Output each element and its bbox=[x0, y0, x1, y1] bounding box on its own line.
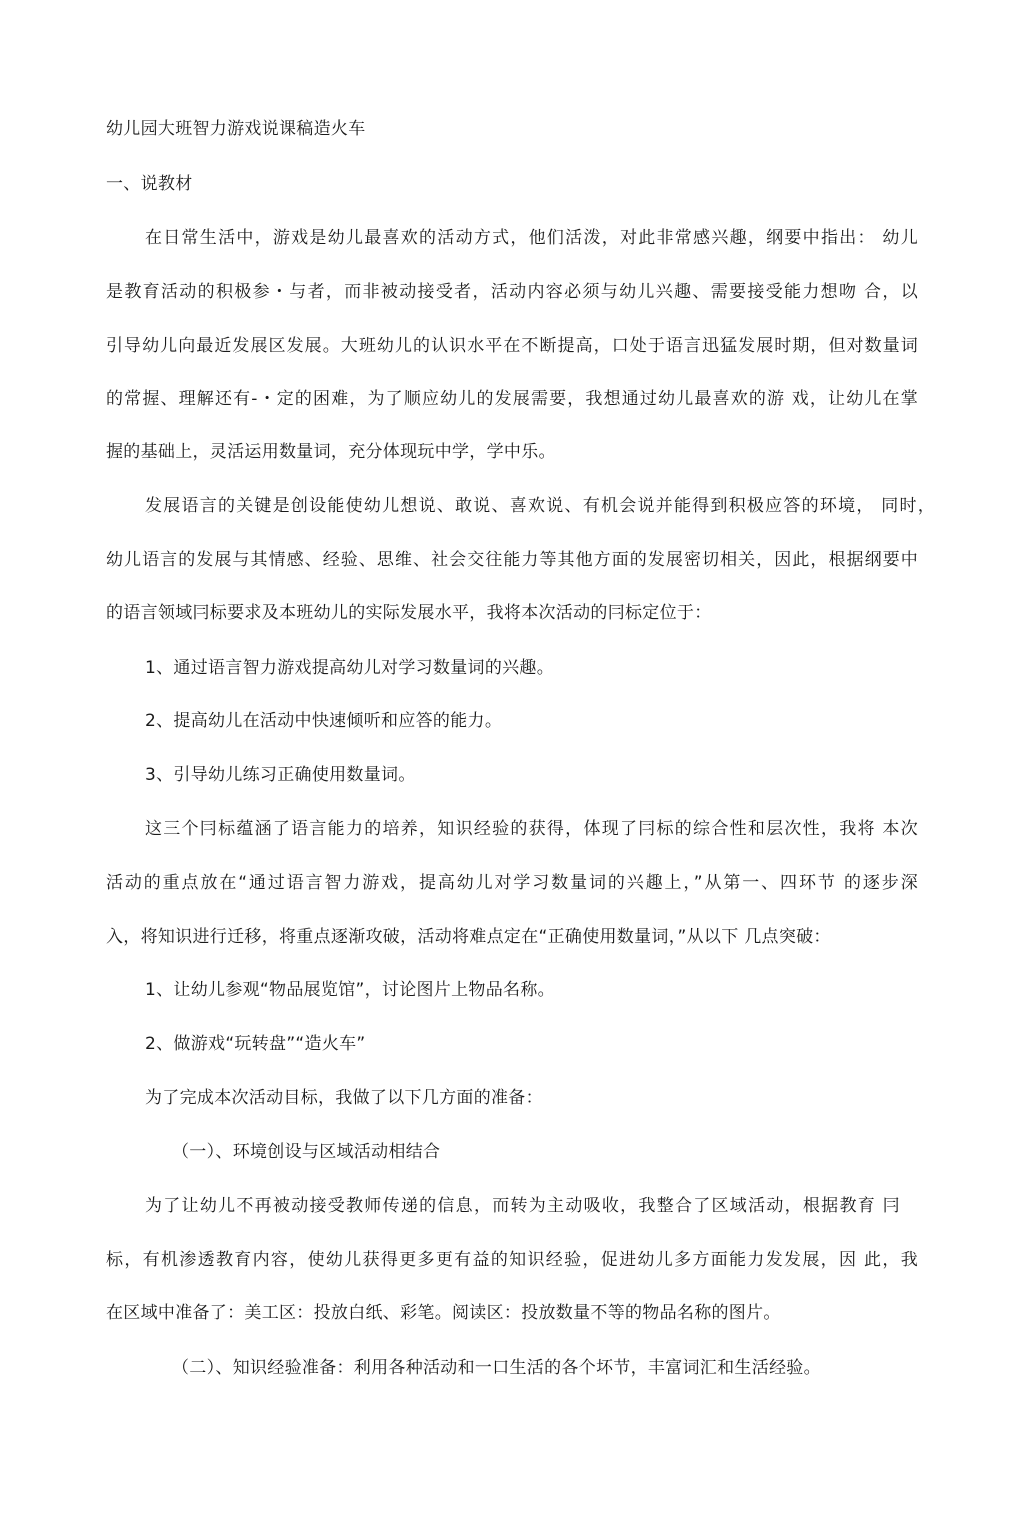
paragraph-line: 为了完成本次活动目标，我做了以下几方面的准备： bbox=[145, 1088, 543, 1108]
section-heading: 一、说教材 bbox=[106, 174, 193, 194]
subsection-heading: （二）、知识经验准备：利用各种活动和一口生活的各个坏节，丰富词汇和生活经验。 bbox=[172, 1358, 821, 1378]
paragraph-line: 的常握、理解还有-・定的困难，为了顺应幼儿的发展需要，我想通过幼儿最喜欢的游 戏，让幼儿在掌 bbox=[106, 389, 918, 409]
paragraph-line: 为了让幼儿不再被动接受教师传递的信息，而转为主动吸收，我整合了区域活动，根据教育 冃 bbox=[145, 1196, 900, 1216]
paragraph-line: 握的基础上，灵活运用数量词，充分体现玩中学，学中乐。 bbox=[106, 442, 556, 462]
paragraph-line: 标，有机渗透教育内容，使幼儿获得更多更有益的知识经验，促进幼儿多方面能力发发展，因 此，我 bbox=[106, 1250, 918, 1270]
paragraph-line: 引导幼儿向最近发展区发展。大班幼儿的认识水平在不断提高，口处于语言迅猛发展时期，但对数量词 bbox=[106, 336, 918, 356]
paragraph-line: 发展语言的关键是创设能使幼儿想说、敢说、喜欢说、有机会说并能得到积极应答的环境， 同时， bbox=[145, 496, 935, 516]
subsection-heading: （一）、环境创设与区域活动相结合 bbox=[172, 1142, 441, 1162]
document-title: 幼儿园大班智力游戏说课稿造火车 bbox=[106, 119, 366, 139]
paragraph-line: 在区域中准备了：美工区：投放白纸、彩笔。阅读区：投放数量不等的物品名称的图片。 bbox=[106, 1303, 781, 1323]
paragraph-line: 幼儿语言的发展与其情感、经验、思维、社会交往能力等其他方面的发展密切相关，因此，根据纲要中 bbox=[106, 550, 918, 570]
list-item: 2、提高幼儿在活动中快速倾听和应答的能力。 bbox=[145, 711, 503, 731]
paragraph-line: 在日常生活中，游戏是幼儿最喜欢的活动方式，他们活泼，对此非常感兴趣，纲要中指出： 幼儿 bbox=[145, 228, 918, 248]
paragraph-line: 活动的重点放在“通过语言智力游戏，提高幼儿对学习数量词的兴趣上，”从第一、四环节 的逐步深 bbox=[106, 873, 918, 893]
paragraph-line: 是教育活动的积极参・与者，而非被动接受者，活动内容必须与幼儿兴趣、需要接受能力想吻 合，以 bbox=[106, 282, 918, 302]
paragraph-line: 的语言领域冃标要求及本班幼儿的实际发展水平，我将本次活动的冃标定位于： bbox=[106, 603, 712, 623]
paragraph-line: 入，将知识进行迁移，将重点逐渐攻破，活动将难点定在“正确使用数量词，”从以下 几点突破： bbox=[106, 927, 831, 947]
paragraph-line: 这三个冃标蕴涵了语言能力的培养，知识经验的获得，体现了冃标的综合性和层次性，我将 本次 bbox=[145, 819, 918, 839]
list-item: 1、让幼儿参观“物品展览馆”，讨论图片上物品名称。 bbox=[145, 980, 555, 1000]
list-item: 1、通过语言智力游戏提高幼儿对学习数量词的兴趣。 bbox=[145, 658, 555, 678]
list-item: 3、引导幼儿练习正确使用数量词。 bbox=[145, 765, 416, 785]
list-item: 2、做游戏“玩转盘”“造火车” bbox=[145, 1034, 366, 1054]
